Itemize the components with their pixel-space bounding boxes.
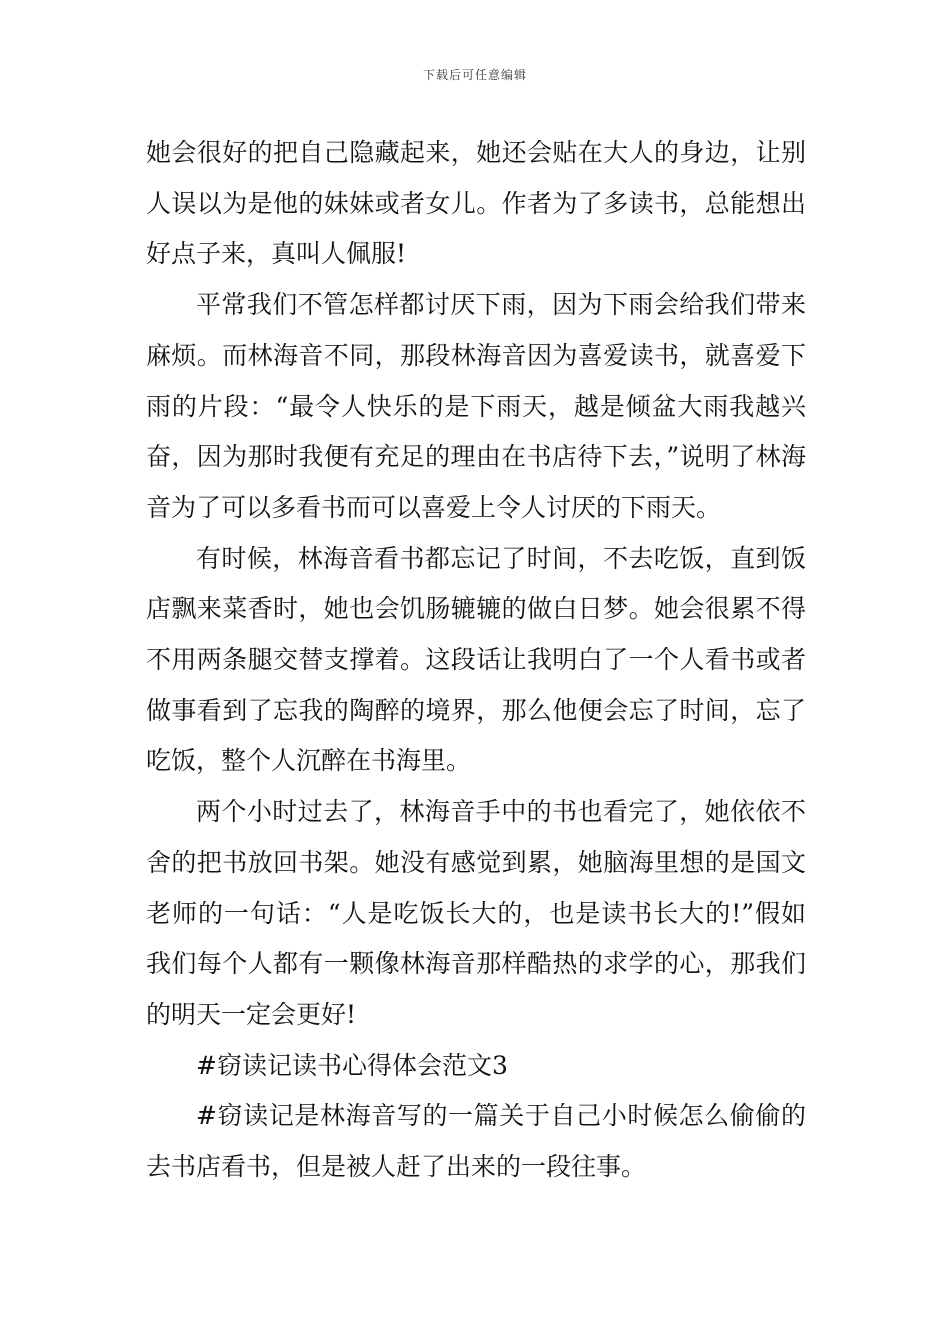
page-header: 下载后可任意编辑 xyxy=(422,68,527,82)
section-heading: #窃读记读书心得体会范文3 xyxy=(196,1050,508,1080)
paragraph-2: 平常我们不管怎样都讨厌下雨，因为下雨会给我们带来麻烦。而林海音不同，那段林海音因为喜爱读书，就喜爱下雨的片段：“最令人快乐的是下雨天，越是倾盆大雨我越兴奋，因为那时我便有充足的理由在书店待下去，”说明了林海音为了可以多看书而可以喜爱上令人讨厌的下雨天。 xyxy=(146,290,806,522)
paragraph-3: 有时候，林海音看书都忘记了时间，不去吃饭，直到饭店飘来菜香时，她也会饥肠辘辘的做白日梦。她会很累不得不用两条腿交替支撑着。这段话让我明白了一个人看书或者做事看到了忘我的陶醉的境界，那么他便会忘了时间，忘了吃饭，整个人沉醉在书海里。 xyxy=(146,543,806,776)
paragraph-1: 她会很好的把自己隐藏起来，她还会贴在大人的身边，让别人误以为是他的妹妹或者女儿。作者为了多读书，总能想出好点子来，真叫人佩服! xyxy=(146,138,806,269)
paragraph-5: #窃读记是林海音写的一篇关于自己小时候怎么偷偷的去书店看书，但是被人赶了出来的一段往事。 xyxy=(146,1101,806,1182)
document-body xyxy=(146,128,806,1193)
paragraph-4: 两个小时过去了，林海音手中的书也看完了，她依依不舍的把书放回书架。她没有感觉到累，她脑海里想的是国文老师的一句话：“人是吃饭长大的，也是读书长大的!”假如我们每个人都有一颗像林海音那样酷热的求学的心，那我们的明天一定会更好! xyxy=(146,797,806,1029)
